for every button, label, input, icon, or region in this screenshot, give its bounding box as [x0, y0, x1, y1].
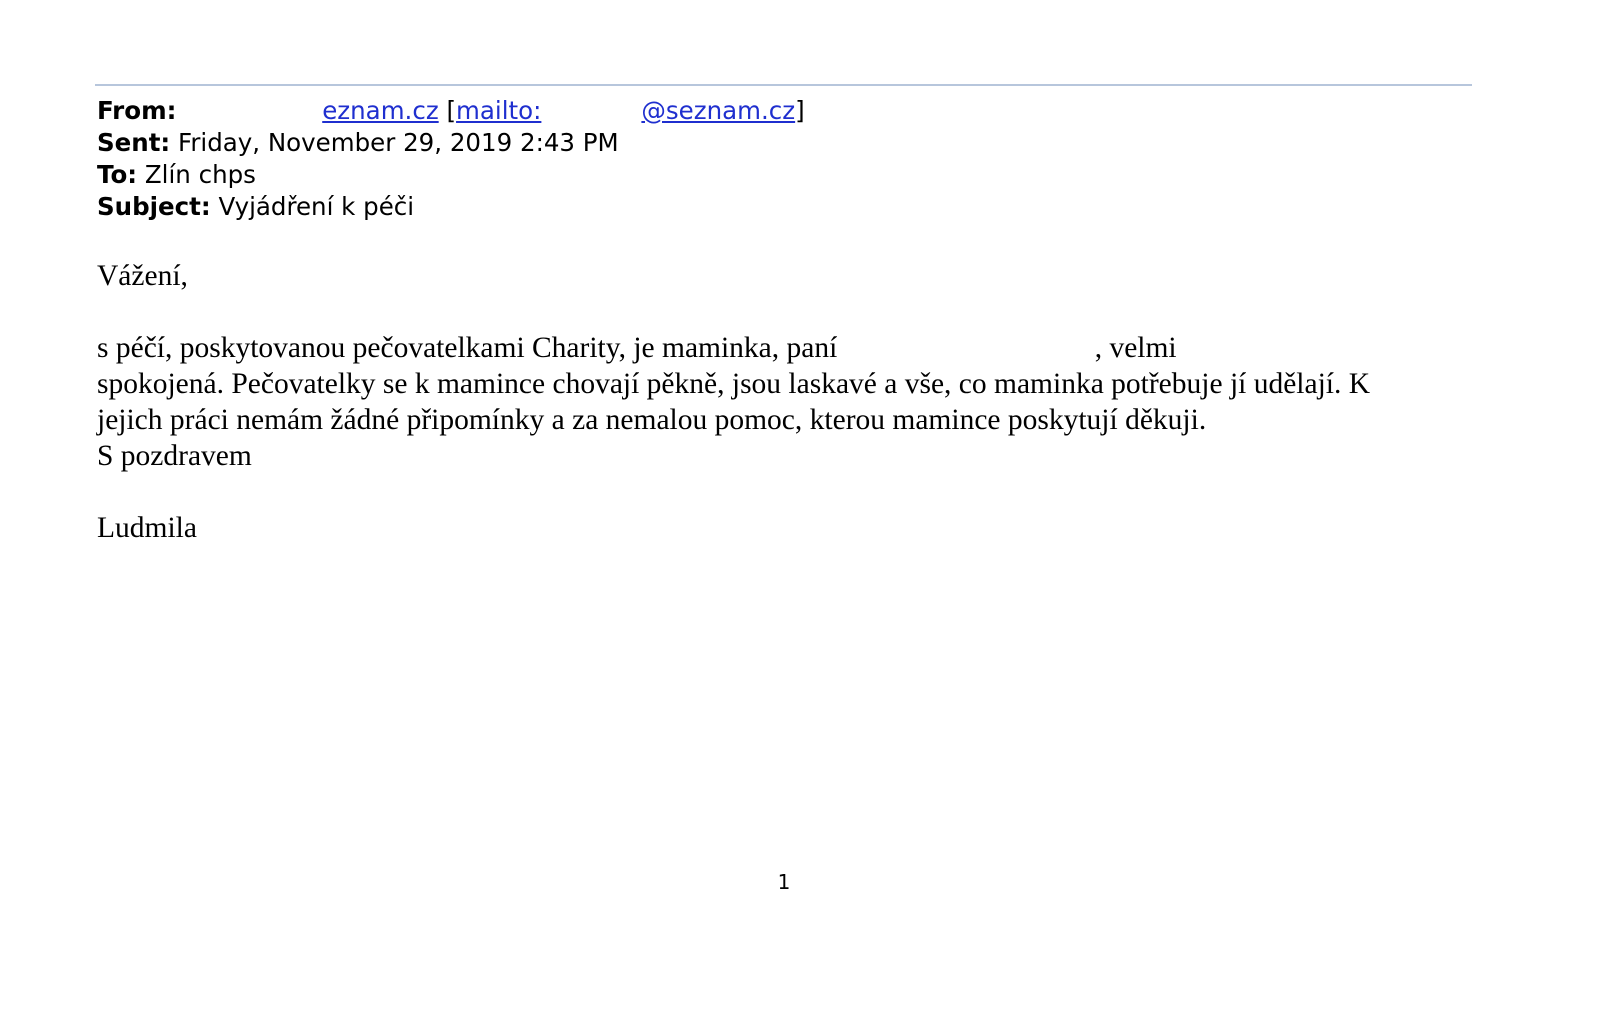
- subject-label: Subject:: [97, 192, 211, 221]
- to-value: Zlín chps: [144, 160, 256, 189]
- greeting: Vážení,: [97, 260, 188, 292]
- header-divider: [95, 84, 1472, 86]
- paragraph-line1-end: , velmi: [1094, 332, 1177, 364]
- paragraph-line3: jejich práci nemám žádné připomínky a za nemalou pomoc, kterou mamince poskytují děkuji.: [97, 404, 1207, 436]
- paragraph-line2: spokojená. Pečovatelky se k mamince chovají pěkně, jsou laskavé a vše, co maminka potřebuje jí udělají. K: [97, 368, 1371, 400]
- sent-value: Friday, November 29, 2019 2:43 PM: [178, 128, 619, 157]
- sent-line: [97, 127, 1477, 159]
- subject-line: [97, 191, 1477, 223]
- sent-label: Sent:: [97, 128, 171, 157]
- from-line: [97, 95, 1477, 127]
- from-label: From:: [97, 96, 177, 125]
- mailto-close-bracket: ]: [795, 96, 805, 125]
- email-header: [97, 95, 1477, 223]
- signature-first-name: Ludmila: [97, 512, 197, 544]
- page-number: 1: [777, 870, 791, 894]
- body-paragraph: [97, 330, 1487, 438]
- sender-email-link[interactable]: eznam.cz: [322, 96, 439, 125]
- closing: S pozdravem: [97, 440, 252, 472]
- to-label: To:: [97, 160, 138, 189]
- mailto-link-prefix[interactable]: mailto:: [456, 96, 542, 125]
- blank-line: [97, 294, 1487, 330]
- mailto-open-bracket: [: [446, 96, 457, 125]
- email-body: [97, 258, 1487, 546]
- paragraph-line1-start: s péčí, poskytovanou pečovatelkami Charity, je maminka, paní: [97, 332, 845, 364]
- subject-value: Vyjádření k péči: [218, 192, 415, 221]
- signature: [97, 510, 1487, 546]
- blank-line: [97, 474, 1487, 510]
- mailto-link-domain[interactable]: @seznam.cz: [641, 96, 796, 125]
- to-line: [97, 159, 1477, 191]
